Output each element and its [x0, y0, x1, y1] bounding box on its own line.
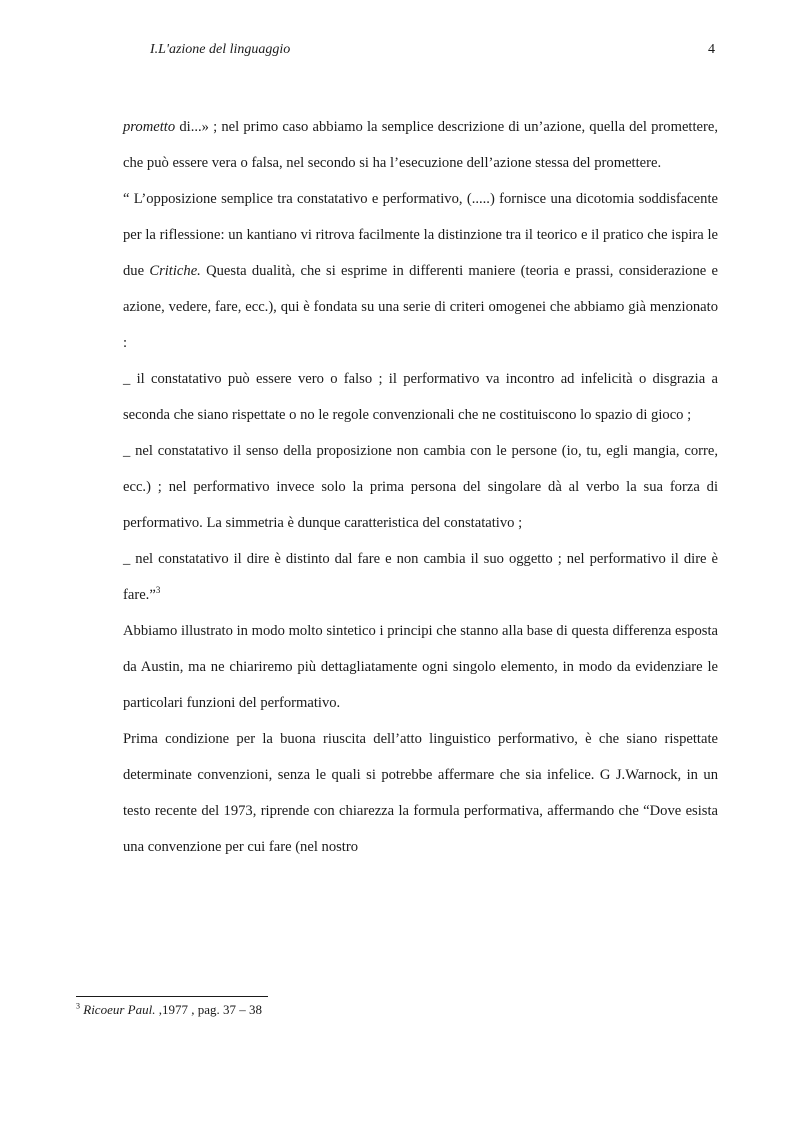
- footnote-citation: ,1977 , pag. 37 – 38: [155, 1002, 262, 1017]
- paragraph-text: di...» ; nel primo caso abbiamo la semplice descrizione di un’azione, quella del promettere, che può essere vera o falsa, nel secondo si ha l’esecuzione dell’azione stessa del promettere.: [123, 119, 718, 171]
- running-header-title: I.L'azione del linguaggio: [150, 42, 291, 57]
- body-text: [123, 109, 718, 865]
- page-number: 4: [708, 42, 715, 57]
- paragraph-text: _ nel constatativo il senso della proposizione non cambia con le persone (io, tu, egli mangia, corre, ecc.) ; nel performativo invece solo la prima persona del singolare dà al verbo la sua forza di performativo. La simmetria è dunque caratteristica del constatativo ;: [123, 443, 718, 531]
- paragraph-text: “ L’opposizione semplice tra constatativo e performativo, (.....) fornisce una dicotomia soddisfacente per la riflessione: un kantiano vi ritrova facilmente la distinzione tra il teorico e il pratico che ispira le due: [123, 191, 718, 279]
- quotation-paragraph: [123, 181, 718, 361]
- emphasis-critiche: Critiche.: [149, 263, 201, 279]
- criterion-item: [123, 361, 718, 433]
- paragraph-text: Abbiamo illustrato in modo molto sintetico i principi che stanno alla base di questa differenza esposta da Austin, ma ne chiariremo più dettagliatamente ogni singolo elemento, in modo da evidenziare le particolari funzioni del performativo.: [123, 623, 718, 711]
- footnote-author: Ricoeur Paul.: [83, 1002, 156, 1017]
- paragraph-text: _ nel constatativo il dire è distinto dal fare e non cambia il suo oggetto ; nel performativo il dire è fare.”: [123, 551, 718, 603]
- criterion-item: [123, 541, 718, 613]
- paragraph: [123, 721, 718, 865]
- footnote: [76, 1002, 262, 1018]
- paragraph-text: Prima condizione per la buona riuscita dell’atto linguistico performativo, è che siano rispettate determinate convenzioni, senza le quali si potrebbe affermare che sia infelice. G J.Warnock, in un testo recente del 1973, riprende con chiarezza la formula performativa, affermando che “Dove esista una convenzione per cui fare (nel nostro: [123, 731, 718, 855]
- paragraph-text: _ il constatativo può essere vero o falso ; il performativo va incontro ad infelicità o disgrazia a seconda che siano rispettate o no le regole convenzionali che ne costituiscono lo spazio di gioco ;: [123, 371, 718, 423]
- criterion-item: [123, 433, 718, 541]
- paragraph: [123, 109, 718, 181]
- footnote-separator: [76, 996, 268, 997]
- footnote-reference[interactable]: 3: [155, 585, 161, 596]
- footnote-mark: 3: [76, 1001, 80, 1011]
- paragraph: [123, 613, 718, 721]
- emphasis-prometto: prometto: [123, 119, 176, 135]
- paragraph-text: Questa dualità, che si esprime in differenti maniere (teoria e prassi, considerazione e azione, vedere, fare, ecc.), qui è fondata su una serie di criteri omogenei che abbiamo già menzionato :: [123, 263, 718, 351]
